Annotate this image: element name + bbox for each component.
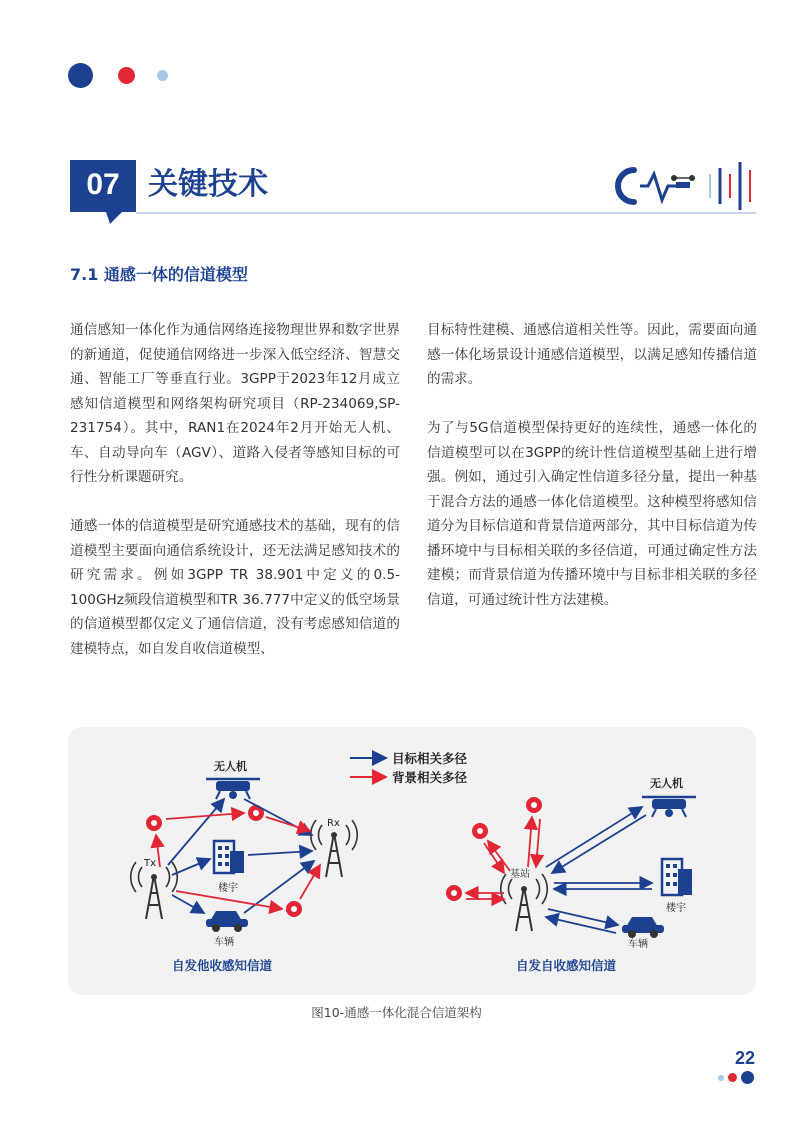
decor-dot-blue xyxy=(68,63,93,88)
brand-logo-icon xyxy=(612,160,758,212)
decor-dot-lightblue xyxy=(157,70,168,81)
chapter-number-badge: 07 xyxy=(70,160,136,210)
rx-label: Rx xyxy=(327,818,340,829)
body-column-left xyxy=(70,318,400,686)
footer-dot-blue xyxy=(741,1071,754,1084)
left-car-label: 车辆 xyxy=(214,937,234,948)
page-number: 22 xyxy=(734,1048,755,1068)
decor-dot-red xyxy=(118,67,135,84)
left-diagram-caption: 自发他收感知信道 xyxy=(172,958,273,973)
scatterer-icon xyxy=(446,885,462,901)
paragraph: 通信感知一体化作为通信网络连接物理世界和数字世界的新通道，促使通信网络进一步深入低空经济、智慧交通、智能工厂等垂直行业。3GPP于2023年12月成立感知信道模型和网络架构研究项目（RP-234069,SP-231754）。其中，RAN1在2024年2月开始无人机、车、自动导向车（AGV）、道路入侵者等感知目标的可行性分析课题研究。 xyxy=(70,322,400,485)
legend-background-label: 背景相关多径 xyxy=(392,770,468,785)
paragraph: 为了与5G信道模型保持更好的连续性，通感一体化的信道模型可以在3GPP的统计性信道模型基础上进行增强。例如，通过引入确定性信道多径分量，提出一种基于混合方法的通感一体化信道模型。这种模型将感知信道分为目标信道和背景信道两部分，其中目标信道为传播环境中与目标相关联的多径信道，可通过确定性方法建模；而背景信道为传播环境中与目标非相关联的多径信道，可通过统计性方法建模。 xyxy=(427,420,757,608)
scatterer-icon xyxy=(472,823,488,839)
tx-label: Tx xyxy=(144,858,157,869)
scatterer-icon xyxy=(146,815,162,831)
right-car-label: 车辆 xyxy=(628,939,648,950)
car-icon xyxy=(206,911,248,932)
section-title: 7.1 通感一体的信道模型 xyxy=(70,265,248,284)
body-column-right xyxy=(427,318,757,637)
header-rule xyxy=(136,212,756,214)
uav-icon xyxy=(206,779,260,799)
scatterer-icon xyxy=(526,797,542,813)
paragraph: 通感一体的信道模型是研究通感技术的基础，现有的信道模型主要面向通信系统设计，还无法满足感知技术的研究需求。例如3GPP TR 38.901中定义的0.5-100GHz频段信道模型和TR 36.777中定义的低空场景的信道模型都仅定义了通信信道，没有考虑感知信道的建模特点，如自发自收信道模型、 xyxy=(70,518,400,657)
chapter-badge-tail xyxy=(70,208,140,228)
uav-icon xyxy=(642,797,696,817)
footer-dot-red xyxy=(728,1073,737,1082)
figure-panel xyxy=(68,727,756,995)
right-diagram-caption: 自发自收感知信道 xyxy=(516,958,617,973)
base-station-icon xyxy=(501,874,548,931)
right-uav-label: 无人机 xyxy=(650,777,683,790)
figure-caption: 图10-通感一体化混合信道架构 xyxy=(311,1005,482,1020)
scatterer-icon xyxy=(286,901,302,917)
building-icon xyxy=(214,841,244,873)
legend-target-label: 目标相关多径 xyxy=(392,751,468,766)
right-target-paths xyxy=(546,807,652,933)
right-building-label: 楼宇 xyxy=(666,903,686,914)
paragraph: 目标特性建模、通感信道相关性等。因此，需要面向通感一体化场景设计通感信道模型，以满足感知传播信道的需求。 xyxy=(427,322,757,387)
car-icon xyxy=(622,917,664,938)
left-uav-label: 无人机 xyxy=(214,760,247,773)
base-station-label: 基站 xyxy=(510,869,530,880)
tx-tower-icon xyxy=(131,862,178,919)
left-building-label: 楼宇 xyxy=(218,883,238,894)
channel-architecture-diagram xyxy=(68,727,756,995)
footer-dot-lightblue xyxy=(718,1075,724,1081)
chapter-title: 关键技术 xyxy=(148,167,268,202)
building-icon xyxy=(662,859,692,895)
